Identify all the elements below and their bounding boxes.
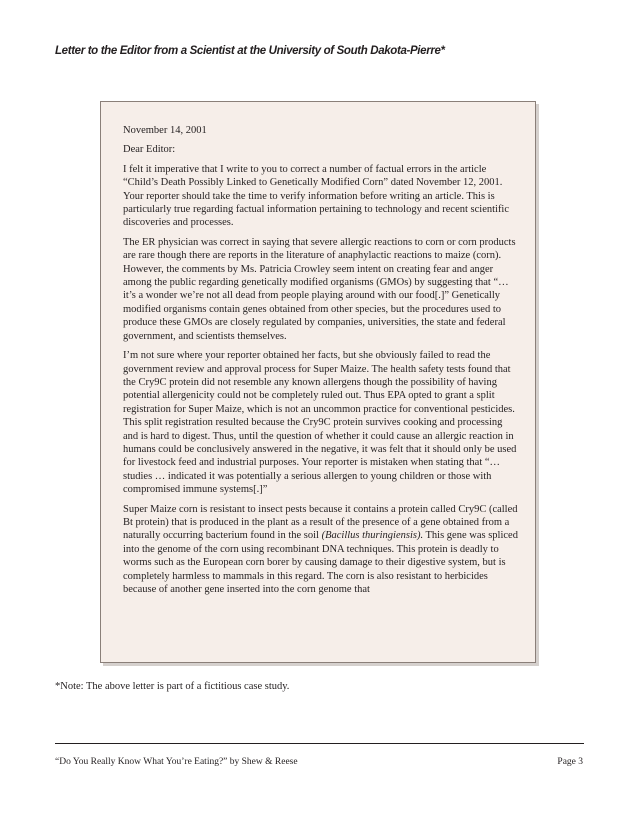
page-number: Page 3 bbox=[557, 757, 583, 767]
paragraph-4-text-end: This gene was spliced into the genome of the corn using recombinant DNA techniques. This protein is deadly to worms such as the European corn borer by causing damage to their digestive system, but is completely harmless to mammals in this regard. The corn is also resistant to herbicides because of another gene inserted into the corn genome that bbox=[123, 530, 518, 595]
letter-box bbox=[100, 101, 536, 663]
letter-body bbox=[123, 124, 519, 602]
letter-paragraph-2: The ER physician was correct in saying that severe allergic reactions to corn or corn products are rare though there are reports in the literature of anaphylactic reactions to maize (corn). However, the comments by Ms. Patricia Crowley seem intent on creating fear and anger among the public regarding genetically modified organisms (GMOs) by suggesting that “… it’s a wonder we’re not all dead from people playing around with our food[.]” Genetically modified organisms contain genes obtained from other species, but the procedures used to produce these GMOs are closely regulated by companies, universities, the state and federal government, and scientists themselves. bbox=[123, 236, 516, 342]
footer-divider bbox=[55, 743, 584, 744]
paragraph-4-text-start: Super Maize corn is resistant to insect pests because it contains a protein called Cry9C (called Bt protein) that is produced in the plant as a result of the presence of a gene obtained from a naturally occurring bacterium found in the soil bbox=[123, 503, 518, 542]
letter-paragraph-3: I’m not sure where your reporter obtained her facts, but she obviously failed to read the government review and approval process for Super Maize. The health safety tests found that the Cry9C protein did not resemble any known allergens though the possibility of having potential allergenicity could not be completely ruled out. Thus EPA opted to grant a split registration for Super Maize, which is not an uncommon practice for conventional pesticides. This split registration resulted because the Cry9C protein survives cooking and processing and is hard to digest. Thus, until the question of whether it could cause an allergic reaction in humans could be conclusively answered in the negative, it was felt that it should only be used for livestock feed and industrial purposes. Your reporter is mistaken when stating that “… studies … indicated it was potentially a serious allergen to young children or those with compromised immune systems[.]” bbox=[123, 350, 517, 496]
footer-title: “Do You Really Know What You’re Eating?” by Shew & Reese bbox=[55, 757, 298, 767]
letter-date: November 14, 2001 bbox=[123, 125, 207, 136]
page-heading: Letter to the Editor from a Scientist at the University of South Dakota-Pierre* bbox=[55, 45, 445, 57]
letter-paragraph-4 bbox=[123, 503, 519, 597]
bacterium-species-name: (Bacillus thuringiensis). bbox=[321, 530, 424, 542]
fictitious-case-note: *Note: The above letter is part of a fictitious case study. bbox=[55, 681, 290, 692]
letter-paragraph-1: I felt it imperative that I write to you to correct a number of factual errors in the article “Child’s Death Possibly Linked to Genetically Modified Corn” dated November 12, 2001. Your reporter should take the time to verify information before writing an article. This is particularly true regarding factual information pertaining to technology and recent scientific discoveries and processes. bbox=[123, 163, 510, 229]
letter-salutation: Dear Editor: bbox=[123, 144, 176, 156]
